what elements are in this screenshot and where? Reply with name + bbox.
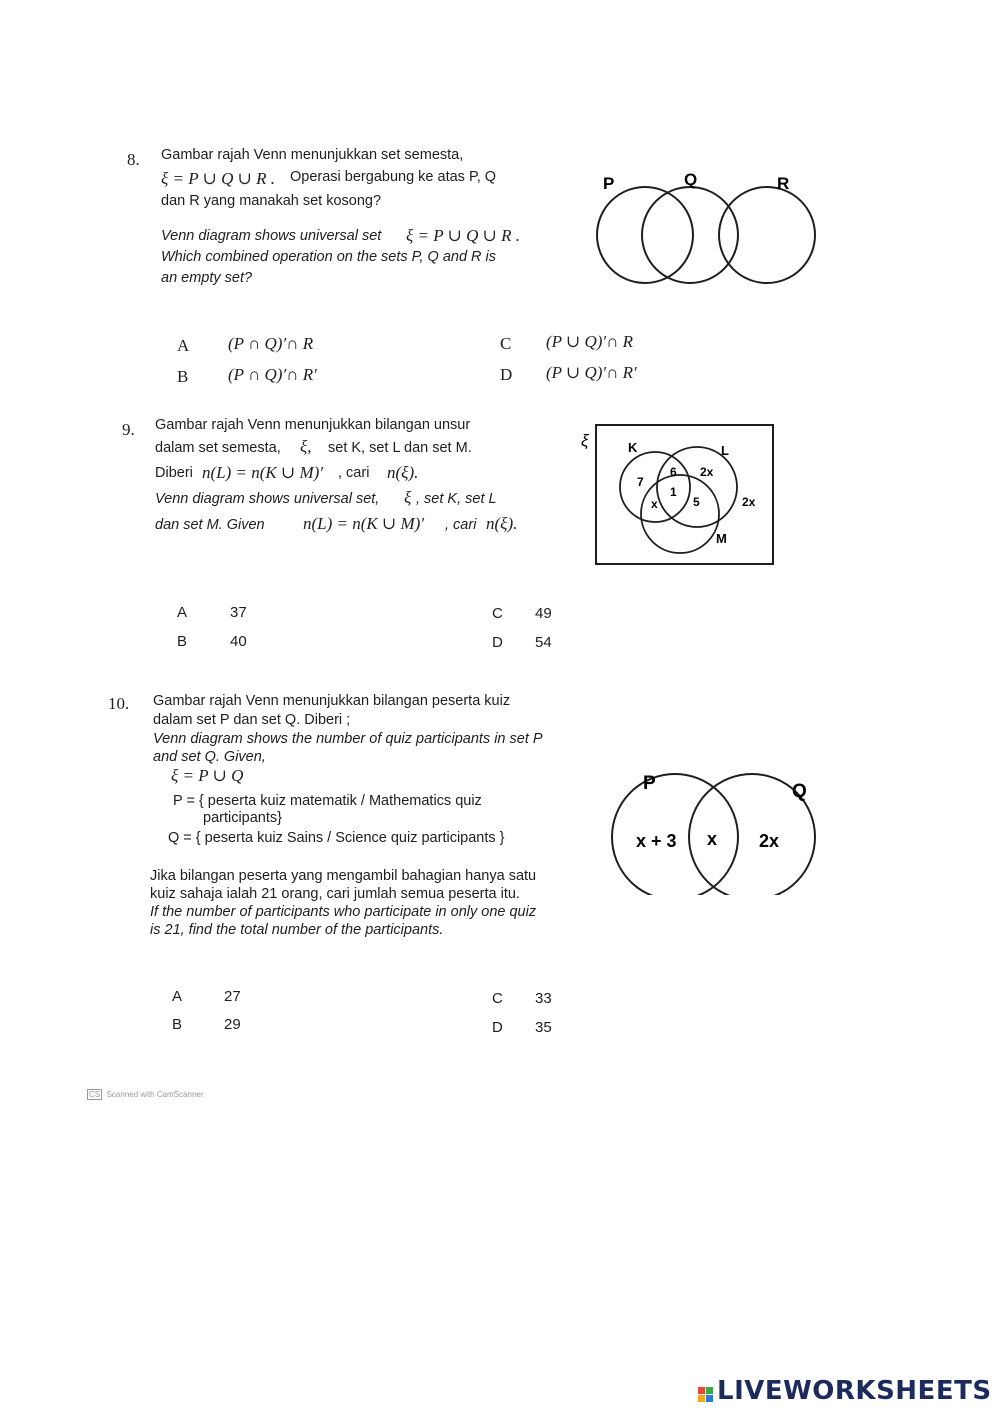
question-text-ms: Gambar rajah Venn menunjukkan bilangan unsur: [155, 417, 471, 433]
option-d[interactable]: 54: [535, 634, 552, 651]
option-a-letter: A: [172, 988, 183, 1005]
question-text-en: Venn diagram shows universal set,: [155, 491, 380, 507]
option-b-letter: B: [177, 367, 189, 386]
set-k-label: K: [628, 440, 638, 455]
set-q-label: Q: [684, 170, 698, 189]
option-a-letter: A: [177, 604, 188, 621]
question-text-ms: set K, set L dan set M.: [328, 440, 472, 456]
set-p-definition: participants}: [203, 810, 282, 826]
question-text-ms: Gambar rajah Venn menunjukkan set semesta,: [161, 147, 464, 163]
option-c[interactable]: (P ∪ Q)′∩ R: [546, 332, 634, 351]
brand-name: LIVEWORKSHEETS: [717, 1376, 992, 1406]
option-b[interactable]: 40: [230, 633, 247, 650]
region-q-only: 2x: [759, 831, 780, 851]
camscanner-icon: CS: [89, 1090, 101, 1099]
question-text-ms: dan R yang manakah set kosong?: [161, 193, 382, 209]
question-text-ms: kuiz sahaja ialah 21 orang, cari jumlah semua peserta itu.: [150, 886, 520, 902]
liveworksheets-brand: [698, 1376, 992, 1406]
set-q-circle: [642, 187, 738, 283]
question-text-en: Venn diagram shows universal set: [161, 228, 382, 244]
region-l-only: 2x: [700, 465, 714, 479]
venn-diagram-pqr: [570, 165, 830, 290]
question-text-ms: dalam set semesta,: [155, 440, 281, 456]
option-d-letter: D: [492, 634, 503, 651]
option-a[interactable]: 37: [230, 604, 247, 621]
set-q-label: Q: [792, 781, 807, 802]
set-p-definition: P = { peserta kuiz matematik / Mathematics quiz: [173, 793, 482, 809]
set-r-label: R: [777, 174, 790, 193]
question-text-en: and set Q. Given,: [153, 749, 266, 765]
equation: n(L) = n(K ∪ M)′: [303, 514, 425, 533]
equation: n(ξ).: [387, 463, 419, 482]
region-p-only: x + 3: [636, 831, 677, 851]
question-text-ms: , cari: [338, 465, 370, 481]
region-l-and-m: 5: [693, 495, 700, 509]
question-number: 9.: [122, 420, 135, 439]
option-b[interactable]: 29: [224, 1016, 241, 1033]
set-l-label: L: [721, 443, 729, 458]
region-k-only: 7: [637, 475, 644, 489]
question-number: 8.: [127, 150, 140, 169]
xi-symbol: ξ: [404, 488, 412, 507]
liveworksheets-logo-icon: [698, 1387, 713, 1402]
question-text-en: an empty set?: [161, 270, 253, 286]
option-b[interactable]: (P ∩ Q)′∩ R′: [228, 365, 317, 384]
question-text-en: Which combined operation on the sets P, Q and R is: [161, 249, 497, 265]
option-d[interactable]: (P ∪ Q)′∩ R′: [546, 363, 637, 382]
option-c[interactable]: 49: [535, 605, 552, 622]
set-m-label: M: [716, 531, 727, 546]
xi-symbol: ξ,: [300, 437, 312, 456]
question-text-en: If the number of participants who participate in only one quiz: [150, 904, 537, 920]
question-text-ms: dalam set P dan set Q. Diberi ;: [153, 712, 351, 728]
equation: n(ξ).: [486, 514, 518, 533]
equation: ξ = P ∪ Q ∪ R .: [406, 226, 520, 245]
region-k-l-m: 1: [670, 485, 677, 499]
question-number: 10.: [108, 694, 130, 713]
option-b-letter: B: [177, 633, 188, 650]
option-c-letter: C: [500, 334, 512, 353]
option-b-letter: B: [172, 1016, 183, 1033]
question-text-ms: Jika bilangan peserta yang mengambil bahagian hanya satu: [150, 868, 537, 884]
equation: n(L) = n(K ∪ M)′: [202, 463, 324, 482]
region-p-and-q: x: [707, 829, 718, 849]
region-k-and-m: x: [651, 497, 658, 511]
scanner-footer: [87, 1084, 204, 1102]
option-a[interactable]: 27: [224, 988, 241, 1005]
set-r-circle: [719, 187, 815, 283]
question-text-ms: Diberi: [155, 465, 193, 481]
set-k-circle: [620, 452, 690, 522]
set-p-label: P: [643, 773, 656, 794]
set-p-circle: [597, 187, 693, 283]
question-text-en: , cari: [445, 517, 477, 533]
region-outside: 2x: [742, 495, 756, 509]
universal-set-symbol: ξ: [581, 431, 589, 450]
equation: ξ = P ∪ Q: [171, 766, 244, 785]
option-a[interactable]: (P ∩ Q)′∩ R: [228, 334, 314, 353]
option-c-letter: C: [492, 605, 503, 622]
option-c-letter: C: [492, 990, 503, 1007]
set-p-label: P: [603, 174, 615, 193]
question-text-en: is 21, find the total number of the participants.: [150, 922, 444, 938]
question-text-en: Venn diagram shows the number of quiz participants in set P: [153, 731, 543, 747]
option-d[interactable]: 35: [535, 1019, 552, 1036]
set-l-circle: [657, 447, 737, 527]
question-text-ms: Gambar rajah Venn menunjukkan bilangan peserta kuiz: [153, 693, 511, 709]
option-d-letter: D: [492, 1019, 503, 1036]
option-c[interactable]: 33: [535, 990, 552, 1007]
question-text-en: dan set M. Given: [155, 517, 265, 533]
equation: ξ = P ∪ Q ∪ R .: [161, 169, 275, 188]
question-text-en: , set K, set L: [416, 491, 497, 507]
option-d-letter: D: [500, 365, 513, 384]
venn-diagram-pq: [600, 765, 825, 895]
set-m-circle: [641, 475, 719, 553]
region-k-and-l: 6: [670, 465, 677, 479]
venn-diagram-klm: [575, 418, 780, 568]
question-text-ms: Operasi bergabung ke atas P, Q: [290, 169, 497, 185]
set-q-definition: Q = { peserta kuiz Sains / Science quiz participants }: [168, 830, 505, 846]
option-a-letter: A: [177, 336, 190, 355]
scanner-credit: Scanned with CamScanner: [106, 1090, 204, 1099]
